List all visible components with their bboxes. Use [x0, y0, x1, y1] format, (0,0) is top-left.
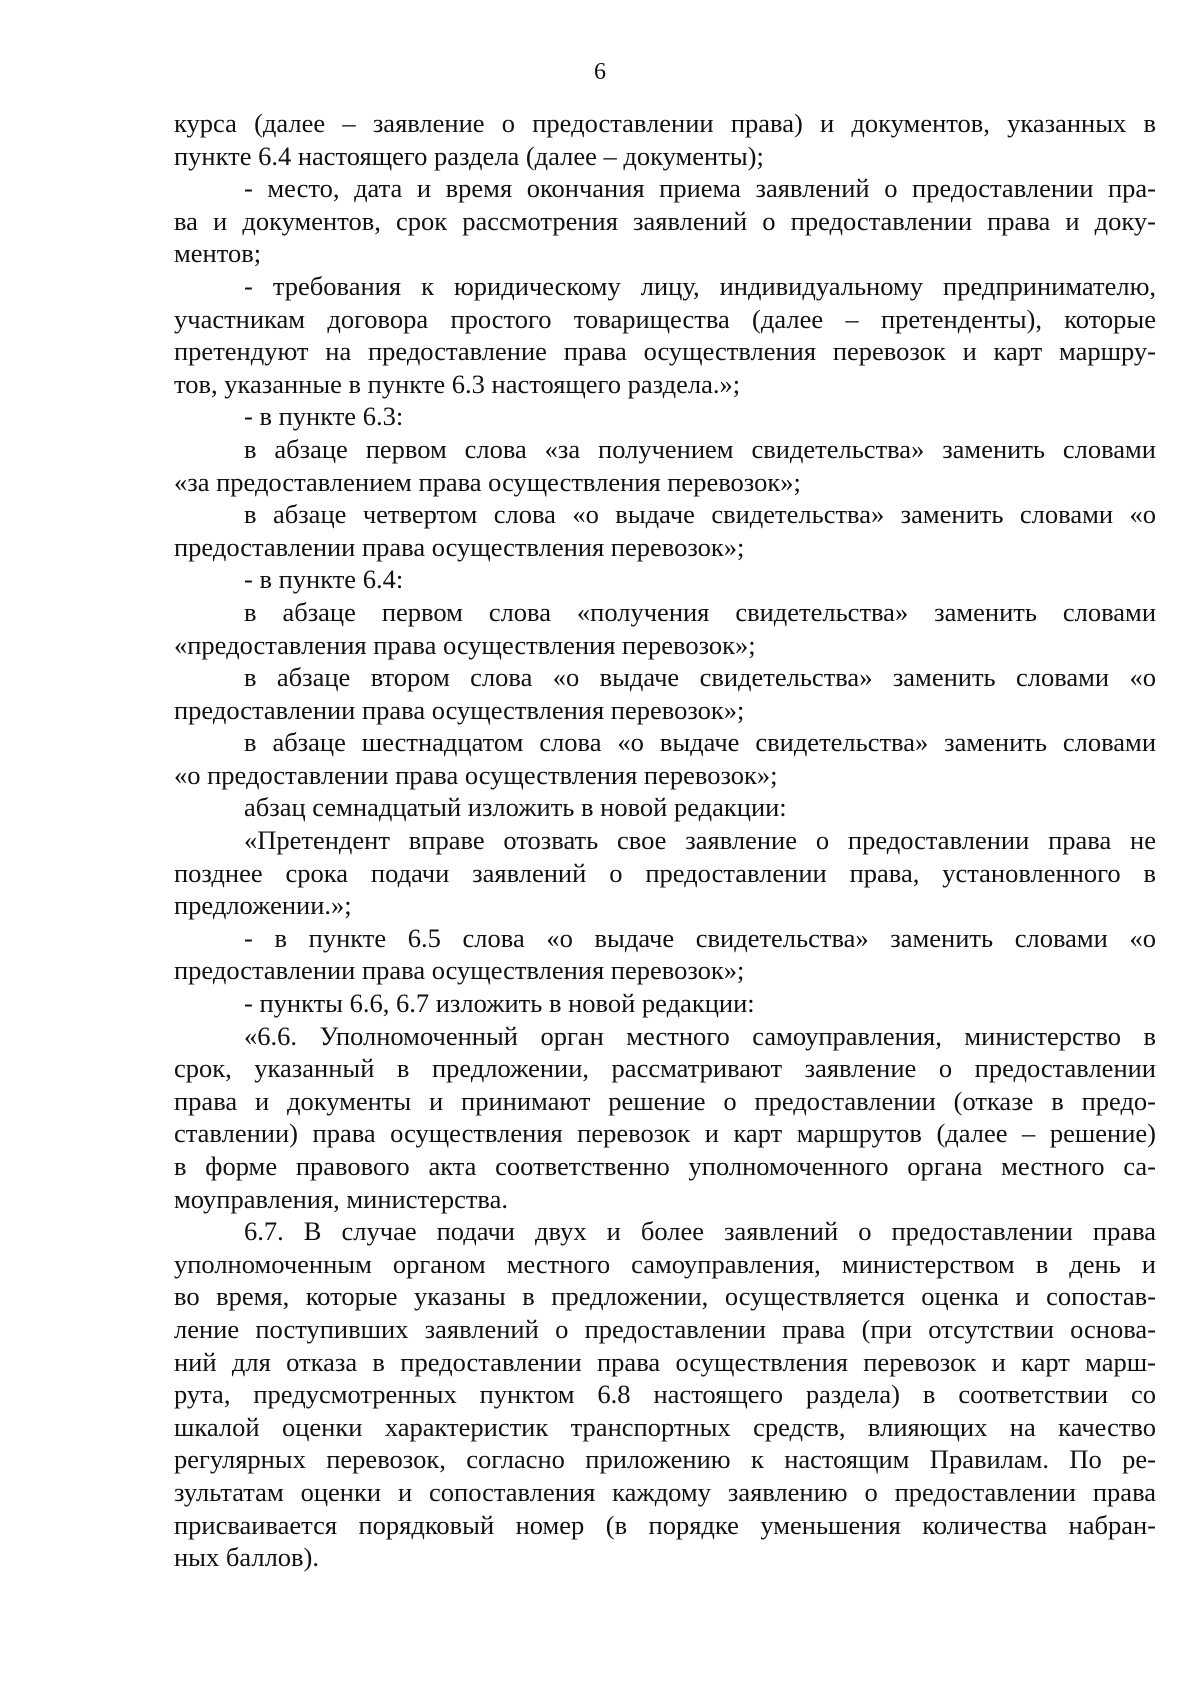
- text-line: 6.7. В случае подачи двух и более заявлений о предоставлении права: [244, 1216, 1156, 1247]
- text-line: тов, указанные в пункте 6.3 настоящего раздела.»;: [174, 368, 741, 399]
- text-line: «за предоставлением права осуществления перевозок»;: [174, 466, 801, 497]
- text-line: «предоставления права осуществления перевозок»;: [174, 629, 756, 660]
- text-line: в абзаце втором слова «о выдаче свидетельства» заменить словами «о: [244, 662, 1156, 693]
- text-line: в абзаце первом слова «получения свидетельства» заменить словами: [244, 596, 1156, 627]
- text-line: претендуют на предоставление права осуществления перевозок и карт маршру-: [174, 336, 1156, 367]
- text-line: «о предоставлении права осуществления перевозок»;: [174, 759, 778, 790]
- text-line: регулярных перевозок, согласно приложению к настоящим Правилам. По ре-: [174, 1444, 1156, 1475]
- text-line: в абзаце первом слова «за получением свидетельства» заменить словами: [244, 433, 1156, 464]
- text-line: присваивается порядковый номер (в порядке уменьшения количества набран-: [174, 1509, 1156, 1540]
- text-line: ставлении) права осуществления перевозок и карт маршрутов (далее – решение): [174, 1118, 1156, 1149]
- text-line: предоставлении права осуществления перевозок»;: [174, 955, 745, 986]
- text-line: - в пункте 6.5 слова «о выдаче свидетельства» заменить словами «о: [244, 922, 1156, 953]
- text-line: позднее срока подачи заявлений о предоставлении права, установленного в: [174, 857, 1156, 888]
- document-body: [174, 107, 1156, 1574]
- text-line: рута, предусмотренных пунктом 6.8 настоящего раздела) в соответствии со: [174, 1379, 1156, 1410]
- text-line: ных баллов).: [174, 1542, 319, 1573]
- text-line: - пункты 6.6, 6.7 изложить в новой редакции:: [244, 988, 755, 1019]
- text-line: предоставлении права осуществления перевозок»;: [174, 531, 745, 562]
- text-line: - в пункте 6.4:: [244, 564, 404, 595]
- text-line: шкалой оценки характеристик транспортных средств, влияющих на качество: [174, 1411, 1156, 1442]
- text-line: в абзаце шестнадцатом слова «о выдаче свидетельства» заменить словами: [244, 727, 1156, 758]
- text-line: предложении.»;: [174, 890, 352, 921]
- text-line: - место, дата и время окончания приема заявлений о предоставлении пра-: [244, 173, 1156, 204]
- text-line: в абзаце четвертом слова «о выдаче свидетельства» заменить словами «о: [244, 499, 1156, 530]
- text-line: права и документы и принимают решение о предоставлении (отказе в предо-: [174, 1085, 1156, 1116]
- text-line: ление поступивших заявлений о предоставлении права (при отсутствии основа-: [174, 1313, 1156, 1344]
- text-line: предоставлении права осуществления перевозок»;: [174, 694, 745, 725]
- text-line: ва и документов, срок рассмотрения заявлений о предоставлении права и доку-: [174, 205, 1156, 236]
- text-line: «Претендент вправе отозвать свое заявление о предоставлении права не: [244, 825, 1156, 856]
- text-line: участникам договора простого товарищества (далее – претенденты), которые: [174, 303, 1156, 334]
- text-line: - в пункте 6.3:: [244, 401, 404, 432]
- text-line: - требования к юридическому лицу, индивидуальному предпринимателю,: [244, 270, 1156, 301]
- text-line: курса (далее – заявление о предоставлении права) и документов, указанных в: [174, 108, 1156, 138]
- text-line: «6.6. Уполномоченный орган местного самоуправления, министерство в: [244, 1020, 1156, 1051]
- text-line: зультатам оценки и сопоставления каждому заявлению о предоставлении права: [174, 1476, 1156, 1507]
- text-line: моуправления, министерства.: [174, 1183, 508, 1214]
- text-line: уполномоченным органом местного самоуправления, министерством в день и: [174, 1248, 1156, 1279]
- text-line: в форме правового акта соответственно уполномоченного органа местного са-: [174, 1151, 1156, 1181]
- text-line: срок, указанный в предложении, рассматривают заявление о предоставлении: [174, 1053, 1156, 1084]
- page-number: 6: [594, 59, 606, 85]
- text-line: ний для отказа в предоставлении права осуществления перевозок и карт марш-: [174, 1346, 1156, 1377]
- text-line: пункте 6.4 настоящего раздела (далее – документы);: [174, 140, 764, 171]
- text-line: ментов;: [174, 238, 262, 269]
- text-line: абзац семнадцатый изложить в новой редакции:: [244, 792, 787, 823]
- text-line: во время, которые указаны в предложении, осуществляется оценка и сопостав-: [174, 1281, 1156, 1312]
